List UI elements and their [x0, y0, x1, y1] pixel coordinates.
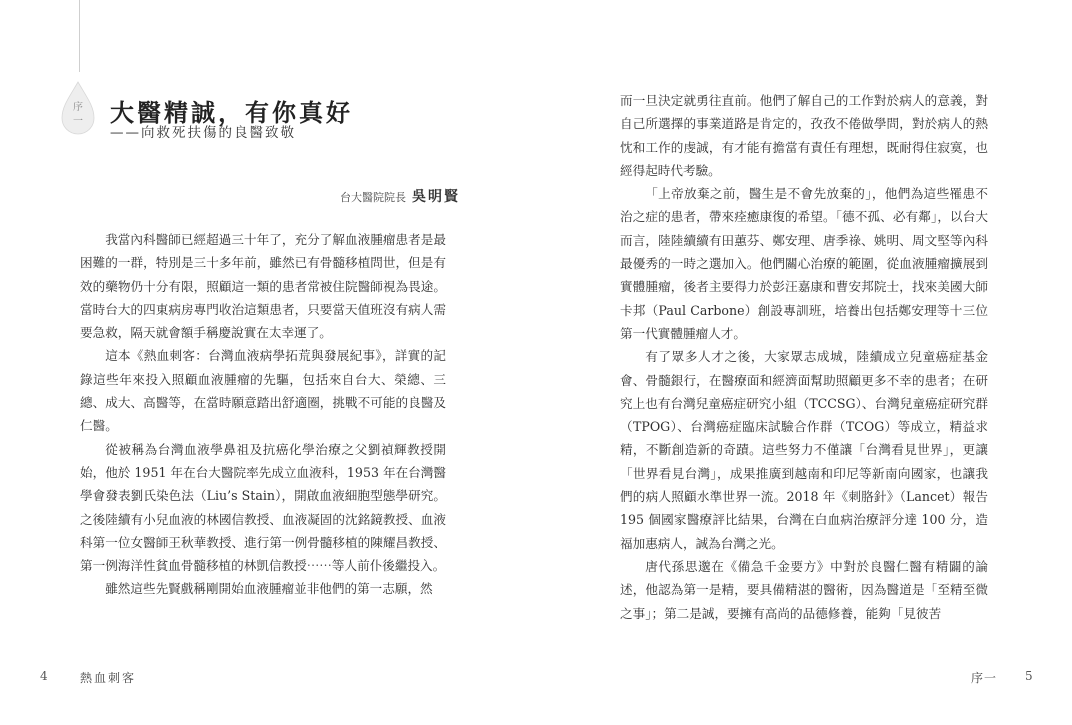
thread-line [79, 0, 80, 72]
preface-badge [60, 80, 96, 136]
section-label-footer: 序一 [971, 671, 998, 685]
paragraph: 雖然這些先賢戲稱剛開始血液腫瘤並非他們的第一志願，然 [105, 581, 433, 597]
paragraph: 我當內科醫師已經超過三十年了，充分了解血液腫瘤患者是最困難的一群，特別是三十多年前，雖然已有骨髓移植問世，但是有效的藥物仍十分有限，照顧這一類的患者常被住院醫師視為畏途。當時台大的四東病房專門收治這類患者，只要當天值班沒有病人需要急救，隔天就會額手稱慶說實在太幸運了。 [80, 232, 446, 341]
chapter-title: 大醫精誠，有你真好 [110, 99, 353, 127]
paragraph: 從被稱為台灣血液學鼻祖及抗癌化學治療之父劉禎輝教授開始，他於 1951 年在台大醫院率先成立血液科，1953 年在台灣醫學會發表劉氏染色法（Liu’s Stain），開啟血液細胞型態學研究。之後陸續有小兒血液的林國信教授、血液凝固的沈銘鏡教授、血液科第一位女醫師王秋華教授、進行第一例骨髓移植的陳耀昌教授、第一例海洋性貧血骨髓移植的林凱信教授⋯⋯等人前仆後繼投入。 [80, 441, 446, 574]
left-body-text [80, 228, 446, 601]
right-page [536, 0, 1072, 725]
paragraph: 有了眾多人才之後，大家眾志成城，陸續成立兒童癌症基金會、骨髓銀行，在醫療面和經濟面幫助照顧更多不幸的患者；在研究上也有台灣兒童癌症研究小組（TCCSG）、台灣兒童癌症研究群（TPOG）、台灣癌症臨床試驗合作群（TCOG）等成立，精益求精，不斷創造新的奇蹟。這些努力不僅讓「台灣看見世界」，更讓「世界看見台灣」，成果推廣到越南和印尼等新南向國家，也讓我們的病人照顧水準世界一流。2018 年《刺胳針》（Lancet）報告 195 個國家醫療評比結果，台灣在白血病治療評分達 100 分，造福加惠病人，誠為台灣之光。 [620, 349, 988, 551]
right-body-text [620, 89, 988, 625]
paragraph: 「上帝放棄之前，醫生是不會先放棄的」，他們為這些罹患不治之症的患者，帶來痊癒康復的希望。「德不孤、必有鄰」，以台大而言，陸陸續續有田蕙芬、鄭安理、唐季祿、姚明、周文堅等內科最優秀的一時之選加入。他們關心治療的範圍，從血液腫瘤擴展到實體腫瘤，後者主要得力於彭汪嘉康和曹安邦院士，找來美國大師卡邦（Paul Carbone）創設專訓班，培養出包括鄭安理等十三位第一代實體腫瘤人才。 [620, 186, 988, 341]
preface-badge-label: 序一 [73, 102, 83, 127]
author-line [340, 186, 460, 206]
paragraph: 而一旦決定就勇往直前。他們了解自己的工作對於病人的意義，對自己所選擇的事業道路是肯定的，孜孜不倦做學問，對於病人的熱忱和工作的虔誠，有才能有擔當有責任有理想，既耐得住寂寞，也經得起時代考驗。 [620, 93, 988, 178]
paragraph: 唐代孫思邈在《備急千金要方》中對於良醫仁醫有精闢的論述，他認為第一是精，要具備精湛的醫術，因為醫道是「至精至微之事」；第二是誠，要擁有高尚的品德修養，能夠「見彼苦 [620, 558, 988, 621]
paragraph: 這本《熱血刺客：台灣血液病學拓荒與發展紀事》，詳實的記錄這些年來投入照顧血液腫瘤的先驅，包括來自台大、榮總、三總、成大、高醫等，在當時願意踏出舒適圈，挑戰不可能的良醫及仁醫。 [80, 348, 446, 434]
chapter-subtitle: ——向救死扶傷的良醫致敬 [110, 125, 296, 141]
author-role: 台大醫院院長 [340, 191, 406, 204]
book-title-footer: 熱血刺客 [80, 671, 137, 685]
author-name: 吳明賢 [412, 189, 460, 205]
right-page-number: 5 [1025, 669, 1033, 683]
left-page-number: 4 [40, 669, 48, 683]
